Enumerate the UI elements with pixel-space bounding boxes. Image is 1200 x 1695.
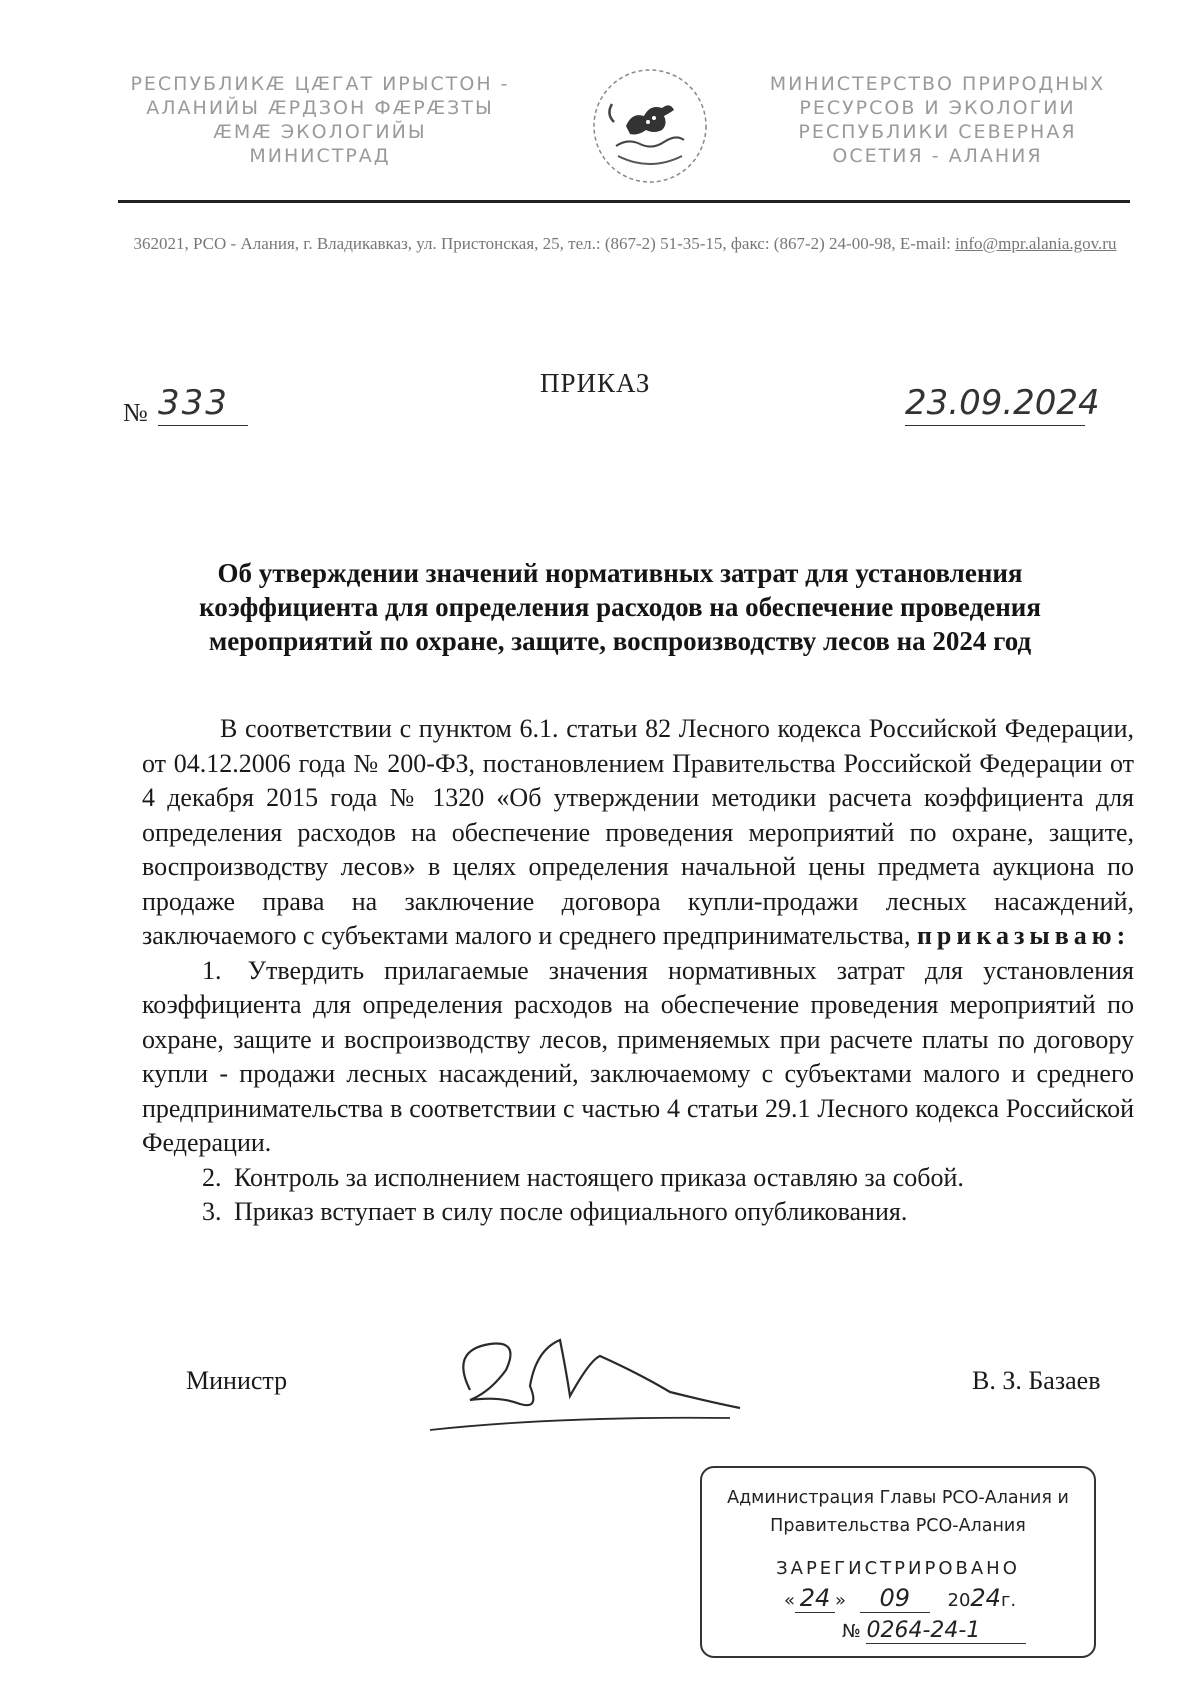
stamp-reg-label: № — [842, 1621, 861, 1642]
order-word: приказываю: — [916, 921, 1131, 950]
item-text: Контроль за исполнением настоящего приказа оставляю за собой. — [234, 1162, 964, 1192]
header-right-line: ОСЕТИЯ - АЛАНИЯ — [832, 145, 1043, 167]
stamp-org-line: Администрация Главы РСО-Алания и — [727, 1488, 1069, 1508]
header-right-line: РЕСПУБЛИКИ СЕВЕРНАЯ — [798, 121, 1077, 143]
contacts-text: 362021, РСО - Алания, г. Владикавказ, ул. Пристонская, 25, тел.: (867-2) 51-35-15, факс: (867-2) 24-00-98, E-mail: — [133, 234, 951, 253]
stamp-quote: « — [784, 1590, 796, 1611]
signatory-name: В. З. Базаев — [972, 1366, 1101, 1395]
order-title: ПРИКАЗ — [540, 368, 651, 398]
title-line: мероприятий по охране, защите, воспроизводству лесов на 2024 год — [208, 626, 1032, 656]
item-number: 2. — [202, 1162, 222, 1192]
preamble-paragraph — [142, 712, 1134, 954]
stamp-quote: » — [835, 1590, 847, 1611]
document-body — [142, 712, 1134, 1230]
order-date: 23.09.2024 — [905, 383, 1085, 426]
stamp-status: ЗАРЕГИСТРИРОВАНО — [776, 1558, 1020, 1579]
order-number-label: № — [123, 398, 148, 427]
order-item — [142, 1195, 1134, 1230]
stamp-month: 09 — [860, 1584, 930, 1613]
snow-leopard-emblem-icon — [588, 64, 712, 188]
title-line: коэффициента для определения расходов на обеспечение проведения — [199, 592, 1041, 622]
item-text: Приказ вступает в силу после официального опубликования. — [234, 1197, 908, 1226]
stamp-organization — [702, 1484, 1094, 1540]
stamp-reg-number: 0264-24-1 — [866, 1618, 1026, 1644]
stamp-year — [948, 1584, 1017, 1612]
stamp-org-line: Правительства РСО-Алания — [770, 1516, 1026, 1536]
registration-stamp — [700, 1466, 1096, 1658]
signatory-position: Министр — [186, 1366, 288, 1395]
header-contacts — [110, 230, 1140, 258]
stamp-registration-number — [842, 1618, 1026, 1644]
header-left-line: РЕСПУБЛИКÆ ЦÆГАТ ИРЫСТОН - — [130, 73, 510, 95]
item-number: 1. — [202, 955, 222, 985]
header-org-name-russian — [745, 72, 1130, 168]
header-divider — [118, 200, 1130, 203]
preamble-text: В соответствии с пунктом 6.1. статьи 82 Лесного кодекса Российской Федерации, от 04.12.2006 года № 200-ФЗ, постановлением Правительства Российской Федерации от 4 декабря 2015 года № 1320 «Об утверждении методики расчета коэффициента для определения расходов на обеспечение проведения мероприятий по охране, защите, воспроизводству лесов» в целях определения начальной цены предмета аукциона по продаже права на заключение договора купли-продажи лесных насаждений, заключаемого с субъектами малого и среднего предпринимательства, — [142, 714, 1134, 950]
stamp-year-unit: г. — [1000, 1590, 1017, 1611]
item-text: Утвердить прилагаемые значения нормативных затрат для установления коэффициента для определения расходов на обеспечение проведения мероприятий по охране, защите и воспроизводству лесов, применяемых при расчете платы по договору купли - продажи лесных насаждений, заключаемому с субъектами малого и среднего предпринимательства в соответствии с частью 4 статьи 29.1 Лесного кодекса Российской Федерации. — [142, 955, 1135, 1157]
document-title — [160, 556, 1080, 658]
header-left-line: МИНИСТРАД — [249, 145, 391, 167]
stamp-year-suffix: 24 — [970, 1584, 1001, 1612]
stamp-date — [784, 1584, 1016, 1613]
header-right-line: РЕСУРСОВ И ЭКОЛОГИИ — [799, 97, 1076, 119]
email-link[interactable]: info@mpr.alania.gov.ru — [955, 234, 1117, 253]
title-line: Об утверждении значений нормативных затрат для установления — [217, 558, 1023, 588]
item-number: 3. — [202, 1197, 222, 1226]
header-left-line: ÆМÆ ЭКОЛОГИЙЫ — [213, 121, 427, 143]
order-item — [142, 1161, 1134, 1196]
order-number: 333 — [158, 383, 248, 426]
header-org-name-ossetian — [100, 72, 540, 168]
header-right-line: МИНИСТЕРСТВО ПРИРОДНЫХ — [769, 73, 1106, 95]
handwritten-signature — [410, 1330, 790, 1435]
order-item — [142, 954, 1134, 1161]
stamp-year-prefix: 20 — [947, 1590, 971, 1611]
header-left-line: АЛАНИЙЫ ÆРДЗОН ФÆРÆЗТЫ — [146, 97, 494, 119]
stamp-day: 24 — [795, 1584, 835, 1613]
